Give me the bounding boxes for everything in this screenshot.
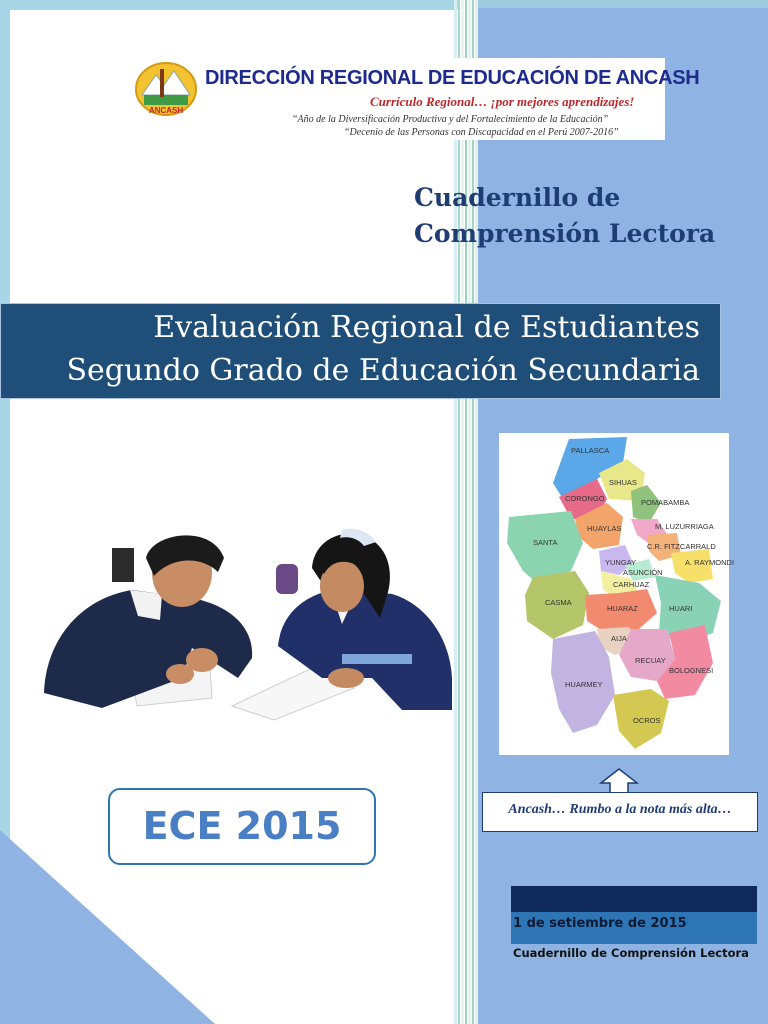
- svg-text:YUNGAY: YUNGAY: [605, 558, 637, 567]
- svg-text:M. LUZURRIAGA: M. LUZURRIAGA: [655, 522, 714, 531]
- svg-text:C.R. FITZCARRALD: C.R. FITZCARRALD: [647, 542, 716, 551]
- svg-text:PALLASCA: PALLASCA: [571, 446, 610, 455]
- header-title: DIRECCIÓN REGIONAL DE EDUCACIÓN DE ANCASH: [205, 67, 700, 89]
- band-line1: Evaluación Regional de Estudiantes: [153, 310, 700, 345]
- ece-badge: [108, 788, 376, 865]
- ancash-map: [499, 433, 735, 755]
- top-border: [0, 0, 460, 10]
- svg-text:HUARAZ: HUARAZ: [607, 604, 638, 613]
- footer-text: Cuadernillo de Comprensión Lectora: [513, 946, 749, 960]
- svg-text:HUARI: HUARI: [669, 604, 693, 613]
- motto-box: [482, 792, 758, 832]
- title-band: [0, 303, 721, 399]
- ece-badge-text: ECE 2015: [142, 804, 342, 848]
- students-photo: [42, 528, 456, 724]
- svg-text:A. RAYMONDI: A. RAYMONDI: [685, 558, 735, 567]
- svg-text:ASUNCIÓN: ASUNCIÓN: [623, 568, 663, 577]
- motto-text: Ancash… Rumbo a la nota más alta…: [508, 802, 732, 817]
- year-motto-1: “Año de la Diversificación Productiva y del Fortalecimiento de la Educación”: [292, 114, 609, 125]
- cover-title-line1: Cuadernillo de: [414, 183, 621, 212]
- svg-text:ANCASH: ANCASH: [148, 106, 184, 115]
- year-motto-2: “Decenio de las Personas con Discapacidad en el Perú 2007-2016”: [344, 127, 619, 138]
- header-slogan: Currículo Regional… ¡por mejores aprendizajes!: [370, 94, 635, 109]
- svg-text:OCROS: OCROS: [633, 716, 661, 725]
- date-text: 1 de setiembre de 2015: [513, 916, 687, 931]
- up-arrow-icon: [600, 768, 638, 794]
- svg-text:SIHUAS: SIHUAS: [609, 478, 637, 487]
- cover-title: [414, 180, 715, 252]
- svg-text:CORONGO: CORONGO: [565, 494, 605, 503]
- svg-text:CASMA: CASMA: [545, 598, 572, 607]
- svg-text:SANTA: SANTA: [533, 538, 558, 547]
- cover-title-line2: Comprensión Lectora: [414, 219, 716, 248]
- svg-text:RECUAY: RECUAY: [635, 656, 666, 665]
- date-bar-top: [511, 886, 757, 912]
- svg-text:POMABAMBA: POMABAMBA: [641, 498, 690, 507]
- svg-text:BOLOGNESI: BOLOGNESI: [669, 666, 714, 675]
- svg-text:HUAYLAS: HUAYLAS: [587, 524, 622, 533]
- svg-text:HUARMEY: HUARMEY: [565, 680, 603, 689]
- ancash-seal-icon: [134, 61, 198, 117]
- band-line2: Segundo Grado de Educación Secundaria: [66, 353, 700, 388]
- svg-text:AIJA: AIJA: [611, 634, 627, 643]
- svg-text:CARHUAZ: CARHUAZ: [613, 580, 650, 589]
- right-top-border: [478, 0, 768, 8]
